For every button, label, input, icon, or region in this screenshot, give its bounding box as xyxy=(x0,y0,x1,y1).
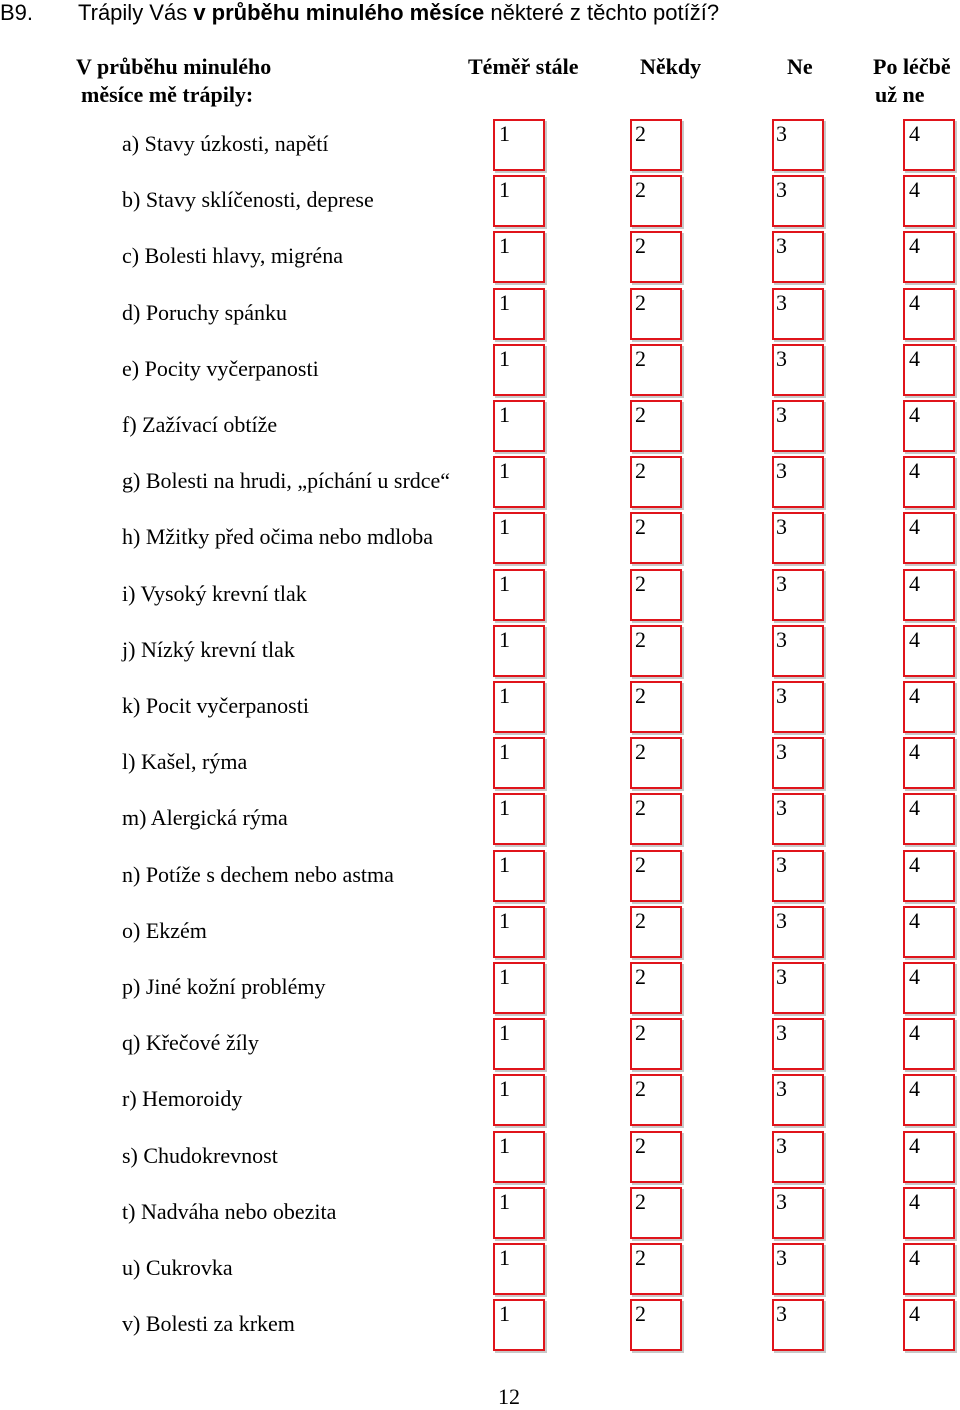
column-header-almost-always: Téměř stále xyxy=(468,54,579,79)
symptom-label: u) Cukrovka xyxy=(122,1255,233,1280)
answer-checkbox-4[interactable] xyxy=(903,1299,955,1351)
rows-header-line2: měsíce mě trápily: xyxy=(81,82,254,107)
question-text xyxy=(78,0,719,26)
column-header-no: Ne xyxy=(787,54,813,79)
answer-checkbox-2[interactable] xyxy=(630,512,682,564)
symptom-label: e) Pocity vyčerpanosti xyxy=(122,356,319,381)
answer-checkbox-1[interactable] xyxy=(493,288,545,340)
symptom-row xyxy=(0,1018,960,1074)
answer-checkbox-4[interactable] xyxy=(903,288,955,340)
answer-value: 2 xyxy=(635,739,646,764)
answer-value: 1 xyxy=(499,1301,510,1326)
answer-value: 2 xyxy=(635,1076,646,1101)
answer-value: 1 xyxy=(499,964,510,989)
answer-value: 1 xyxy=(499,1245,510,1270)
answer-value: 2 xyxy=(635,346,646,371)
answer-value: 1 xyxy=(499,121,510,146)
answer-value: 3 xyxy=(776,571,787,596)
answer-checkbox-1[interactable] xyxy=(493,231,545,283)
answer-value: 4 xyxy=(909,177,920,202)
answer-checkbox-4[interactable] xyxy=(903,1243,955,1295)
answer-value: 2 xyxy=(635,1301,646,1326)
answer-checkbox-2[interactable] xyxy=(630,681,682,733)
symptom-row xyxy=(0,288,960,344)
symptom-row xyxy=(0,906,960,962)
answer-checkbox-1[interactable] xyxy=(493,793,545,845)
question-text-before: Trápily Vás xyxy=(78,0,194,25)
answer-checkbox-2[interactable] xyxy=(630,288,682,340)
answer-checkbox-1[interactable] xyxy=(493,344,545,396)
answer-checkbox-1[interactable] xyxy=(493,400,545,452)
symptom-label: k) Pocit vyčerpanosti xyxy=(122,693,309,718)
answer-checkbox-2[interactable] xyxy=(630,625,682,677)
answer-value: 2 xyxy=(635,1189,646,1214)
answer-checkbox-1[interactable] xyxy=(493,1299,545,1351)
answer-value: 3 xyxy=(776,346,787,371)
answer-value: 4 xyxy=(909,1189,920,1214)
symptom-row xyxy=(0,344,960,400)
symptom-label: t) Nadváha nebo obezita xyxy=(122,1199,337,1224)
answer-value: 2 xyxy=(635,852,646,877)
answer-checkbox-3[interactable] xyxy=(772,1243,824,1295)
answer-checkbox-4[interactable] xyxy=(903,793,955,845)
symptom-row xyxy=(0,569,960,625)
answer-checkbox-1[interactable] xyxy=(493,119,545,171)
answer-checkbox-2[interactable] xyxy=(630,962,682,1014)
answer-value: 3 xyxy=(776,1020,787,1045)
answer-value: 2 xyxy=(635,233,646,258)
answer-checkbox-4[interactable] xyxy=(903,625,955,677)
answer-value: 3 xyxy=(776,1189,787,1214)
answer-value: 2 xyxy=(635,290,646,315)
answer-value: 4 xyxy=(909,121,920,146)
answer-value: 3 xyxy=(776,233,787,258)
answer-checkbox-3[interactable] xyxy=(772,231,824,283)
answer-checkbox-3[interactable] xyxy=(772,569,824,621)
question-number: B9. xyxy=(0,0,34,25)
answer-checkbox-1[interactable] xyxy=(493,1018,545,1070)
answer-value: 3 xyxy=(776,1245,787,1270)
question-text-after: některé z těchto potíží? xyxy=(484,0,720,25)
answer-checkbox-1[interactable] xyxy=(493,625,545,677)
symptom-label: j) Nízký krevní tlak xyxy=(122,637,295,662)
answer-value: 4 xyxy=(909,402,920,427)
symptom-row xyxy=(0,456,960,512)
answer-value: 2 xyxy=(635,571,646,596)
answer-value: 4 xyxy=(909,683,920,708)
answer-value: 4 xyxy=(909,290,920,315)
symptom-label: q) Křečové žíly xyxy=(122,1030,259,1055)
answer-value: 2 xyxy=(635,121,646,146)
answer-checkbox-3[interactable] xyxy=(772,962,824,1014)
answer-value: 4 xyxy=(909,1076,920,1101)
answer-value: 2 xyxy=(635,458,646,483)
answer-checkbox-2[interactable] xyxy=(630,175,682,227)
answer-value: 3 xyxy=(776,458,787,483)
answer-checkbox-1[interactable] xyxy=(493,569,545,621)
answer-checkbox-2[interactable] xyxy=(630,1187,682,1239)
answer-value: 2 xyxy=(635,514,646,539)
rows-header xyxy=(76,53,271,109)
symptom-row xyxy=(0,1074,960,1130)
answer-value: 1 xyxy=(499,514,510,539)
answer-value: 1 xyxy=(499,346,510,371)
answer-checkbox-2[interactable] xyxy=(630,850,682,902)
symptom-row xyxy=(0,793,960,849)
symptom-label: c) Bolesti hlavy, migréna xyxy=(122,243,343,268)
symptom-row xyxy=(0,850,960,906)
answer-checkbox-3[interactable] xyxy=(772,850,824,902)
answer-checkbox-2[interactable] xyxy=(630,344,682,396)
answer-checkbox-2[interactable] xyxy=(630,569,682,621)
answer-checkbox-3[interactable] xyxy=(772,1018,824,1070)
answer-checkbox-2[interactable] xyxy=(630,1131,682,1183)
answer-checkbox-1[interactable] xyxy=(493,737,545,789)
symptom-row xyxy=(0,1131,960,1187)
symptom-label: d) Poruchy spánku xyxy=(122,300,287,325)
answer-checkbox-4[interactable] xyxy=(903,906,955,958)
answer-value: 1 xyxy=(499,458,510,483)
answer-value: 3 xyxy=(776,683,787,708)
answer-value: 1 xyxy=(499,177,510,202)
answer-value: 3 xyxy=(776,852,787,877)
answer-checkbox-2[interactable] xyxy=(630,1243,682,1295)
answer-checkbox-1[interactable] xyxy=(493,850,545,902)
symptom-row xyxy=(0,737,960,793)
answer-checkbox-4[interactable] xyxy=(903,1131,955,1183)
column-header-after-treatment-line2: už ne xyxy=(875,82,925,107)
answer-checkbox-4[interactable] xyxy=(903,681,955,733)
answer-value: 4 xyxy=(909,346,920,371)
answer-checkbox-2[interactable] xyxy=(630,231,682,283)
answer-checkbox-1[interactable] xyxy=(493,906,545,958)
answer-checkbox-4[interactable] xyxy=(903,231,955,283)
answer-checkbox-3[interactable] xyxy=(772,906,824,958)
answer-value: 3 xyxy=(776,795,787,820)
answer-checkbox-2[interactable] xyxy=(630,119,682,171)
symptom-row xyxy=(0,1187,960,1243)
answer-value: 2 xyxy=(635,177,646,202)
answer-value: 1 xyxy=(499,1020,510,1045)
symptom-label: l) Kašel, rýma xyxy=(122,749,248,774)
symptom-label: r) Hemoroidy xyxy=(122,1086,243,1111)
answer-value: 1 xyxy=(499,908,510,933)
answer-value: 4 xyxy=(909,627,920,652)
symptom-row xyxy=(0,512,960,568)
answer-checkbox-3[interactable] xyxy=(772,737,824,789)
answer-value: 1 xyxy=(499,739,510,764)
answer-checkbox-2[interactable] xyxy=(630,1299,682,1351)
answer-value: 2 xyxy=(635,402,646,427)
answer-value: 4 xyxy=(909,1133,920,1158)
answer-checkbox-4[interactable] xyxy=(903,512,955,564)
answer-checkbox-2[interactable] xyxy=(630,1074,682,1126)
answer-value: 3 xyxy=(776,627,787,652)
symptom-label: g) Bolesti na hrudi, „píchání u srdce“ xyxy=(122,468,451,493)
answer-checkbox-3[interactable] xyxy=(772,175,824,227)
answer-value: 4 xyxy=(909,1301,920,1326)
answer-value: 4 xyxy=(909,739,920,764)
answer-value: 4 xyxy=(909,795,920,820)
answer-value: 3 xyxy=(776,290,787,315)
answer-value: 1 xyxy=(499,233,510,258)
answer-checkbox-4[interactable] xyxy=(903,1187,955,1239)
answer-checkbox-1[interactable] xyxy=(493,681,545,733)
answer-checkbox-3[interactable] xyxy=(772,793,824,845)
answer-checkbox-1[interactable] xyxy=(493,1243,545,1295)
symptom-label: f) Zažívací obtíže xyxy=(122,412,278,437)
answer-value: 4 xyxy=(909,571,920,596)
symptom-row xyxy=(0,119,960,175)
answer-value: 3 xyxy=(776,908,787,933)
answer-value: 1 xyxy=(499,627,510,652)
answer-value: 4 xyxy=(909,964,920,989)
answer-value: 2 xyxy=(635,1133,646,1158)
answer-value: 4 xyxy=(909,233,920,258)
answer-value: 1 xyxy=(499,795,510,820)
answer-checkbox-4[interactable] xyxy=(903,850,955,902)
answer-value: 3 xyxy=(776,177,787,202)
answer-value: 2 xyxy=(635,683,646,708)
answer-checkbox-1[interactable] xyxy=(493,512,545,564)
answer-value: 2 xyxy=(635,1245,646,1270)
answer-value: 3 xyxy=(776,1301,787,1326)
column-header-sometimes: Někdy xyxy=(640,54,702,79)
answer-checkbox-4[interactable] xyxy=(903,569,955,621)
answer-checkbox-4[interactable] xyxy=(903,175,955,227)
answer-checkbox-3[interactable] xyxy=(772,1131,824,1183)
answer-value: 4 xyxy=(909,1020,920,1045)
answer-value: 3 xyxy=(776,402,787,427)
answer-value: 3 xyxy=(776,1076,787,1101)
answer-checkbox-2[interactable] xyxy=(630,906,682,958)
answer-value: 3 xyxy=(776,121,787,146)
answer-checkbox-4[interactable] xyxy=(903,1018,955,1070)
symptom-row xyxy=(0,400,960,456)
answer-value: 4 xyxy=(909,514,920,539)
answer-value: 4 xyxy=(909,1245,920,1270)
symptom-row xyxy=(0,681,960,737)
symptom-row xyxy=(0,962,960,1018)
answer-value: 2 xyxy=(635,1020,646,1045)
answer-checkbox-2[interactable] xyxy=(630,400,682,452)
symptom-row xyxy=(0,625,960,681)
symptom-row xyxy=(0,1299,960,1355)
answer-value: 1 xyxy=(499,1076,510,1101)
symptom-label: h) Mžitky před očima nebo mdloba xyxy=(122,524,433,549)
column-header-after-treatment-line1: Po léčbě xyxy=(873,54,951,79)
column-header-after-treatment xyxy=(873,53,951,109)
answer-value: 2 xyxy=(635,795,646,820)
answer-checkbox-3[interactable] xyxy=(772,119,824,171)
rows-header-line1: V průběhu minulého xyxy=(76,54,272,79)
answer-checkbox-2[interactable] xyxy=(630,793,682,845)
answer-checkbox-1[interactable] xyxy=(493,1187,545,1239)
symptom-label: n) Potíže s dechem nebo astma xyxy=(122,862,394,887)
answer-value: 3 xyxy=(776,739,787,764)
symptom-label: b) Stavy sklíčenosti, deprese xyxy=(122,187,374,212)
answer-value: 1 xyxy=(499,290,510,315)
symptom-label: a) Stavy úzkosti, napětí xyxy=(122,131,329,156)
answer-checkbox-4[interactable] xyxy=(903,119,955,171)
answer-value: 1 xyxy=(499,1133,510,1158)
answer-checkbox-3[interactable] xyxy=(772,1074,824,1126)
answer-checkbox-4[interactable] xyxy=(903,456,955,508)
question-text-bold: v průběhu minulého měsíce xyxy=(193,0,485,25)
answer-checkbox-3[interactable] xyxy=(772,512,824,564)
answer-value: 4 xyxy=(909,458,920,483)
answer-value: 2 xyxy=(635,964,646,989)
answer-checkbox-3[interactable] xyxy=(772,1187,824,1239)
answer-checkbox-4[interactable] xyxy=(903,400,955,452)
symptom-row xyxy=(0,175,960,231)
answer-value: 2 xyxy=(635,908,646,933)
answer-value: 4 xyxy=(909,852,920,877)
answer-checkbox-4[interactable] xyxy=(903,737,955,789)
answer-value: 1 xyxy=(499,683,510,708)
answer-value: 4 xyxy=(909,908,920,933)
answer-checkbox-4[interactable] xyxy=(903,344,955,396)
answer-checkbox-2[interactable] xyxy=(630,1018,682,1070)
answer-checkbox-4[interactable] xyxy=(903,962,955,1014)
answer-value: 1 xyxy=(499,571,510,596)
symptom-row xyxy=(0,231,960,287)
answer-checkbox-3[interactable] xyxy=(772,288,824,340)
answer-checkbox-1[interactable] xyxy=(493,962,545,1014)
answer-checkbox-2[interactable] xyxy=(630,456,682,508)
answer-checkbox-1[interactable] xyxy=(493,175,545,227)
symptom-label: i) Vysoký krevní tlak xyxy=(122,581,307,606)
answer-checkbox-3[interactable] xyxy=(772,400,824,452)
answer-checkbox-4[interactable] xyxy=(903,1074,955,1126)
page-number: 12 xyxy=(498,1384,520,1409)
answer-checkbox-1[interactable] xyxy=(493,1131,545,1183)
answer-value: 3 xyxy=(776,514,787,539)
answer-checkbox-1[interactable] xyxy=(493,456,545,508)
answer-checkbox-3[interactable] xyxy=(772,681,824,733)
answer-checkbox-3[interactable] xyxy=(772,625,824,677)
answer-checkbox-3[interactable] xyxy=(772,456,824,508)
answer-checkbox-3[interactable] xyxy=(772,1299,824,1351)
symptom-label: p) Jiné kožní problémy xyxy=(122,974,326,999)
answer-value: 1 xyxy=(499,1189,510,1214)
answer-value: 1 xyxy=(499,852,510,877)
answer-value: 3 xyxy=(776,964,787,989)
answer-value: 1 xyxy=(499,402,510,427)
answer-value: 2 xyxy=(635,627,646,652)
symptom-label: m) Alergická rýma xyxy=(122,805,288,830)
answer-value: 3 xyxy=(776,1133,787,1158)
symptom-label: v) Bolesti za krkem xyxy=(122,1311,295,1336)
answer-checkbox-3[interactable] xyxy=(772,344,824,396)
answer-checkbox-1[interactable] xyxy=(493,1074,545,1126)
symptom-row xyxy=(0,1243,960,1299)
answer-checkbox-2[interactable] xyxy=(630,737,682,789)
symptom-label: o) Ekzém xyxy=(122,918,207,943)
symptom-label: s) Chudokrevnost xyxy=(122,1143,278,1168)
